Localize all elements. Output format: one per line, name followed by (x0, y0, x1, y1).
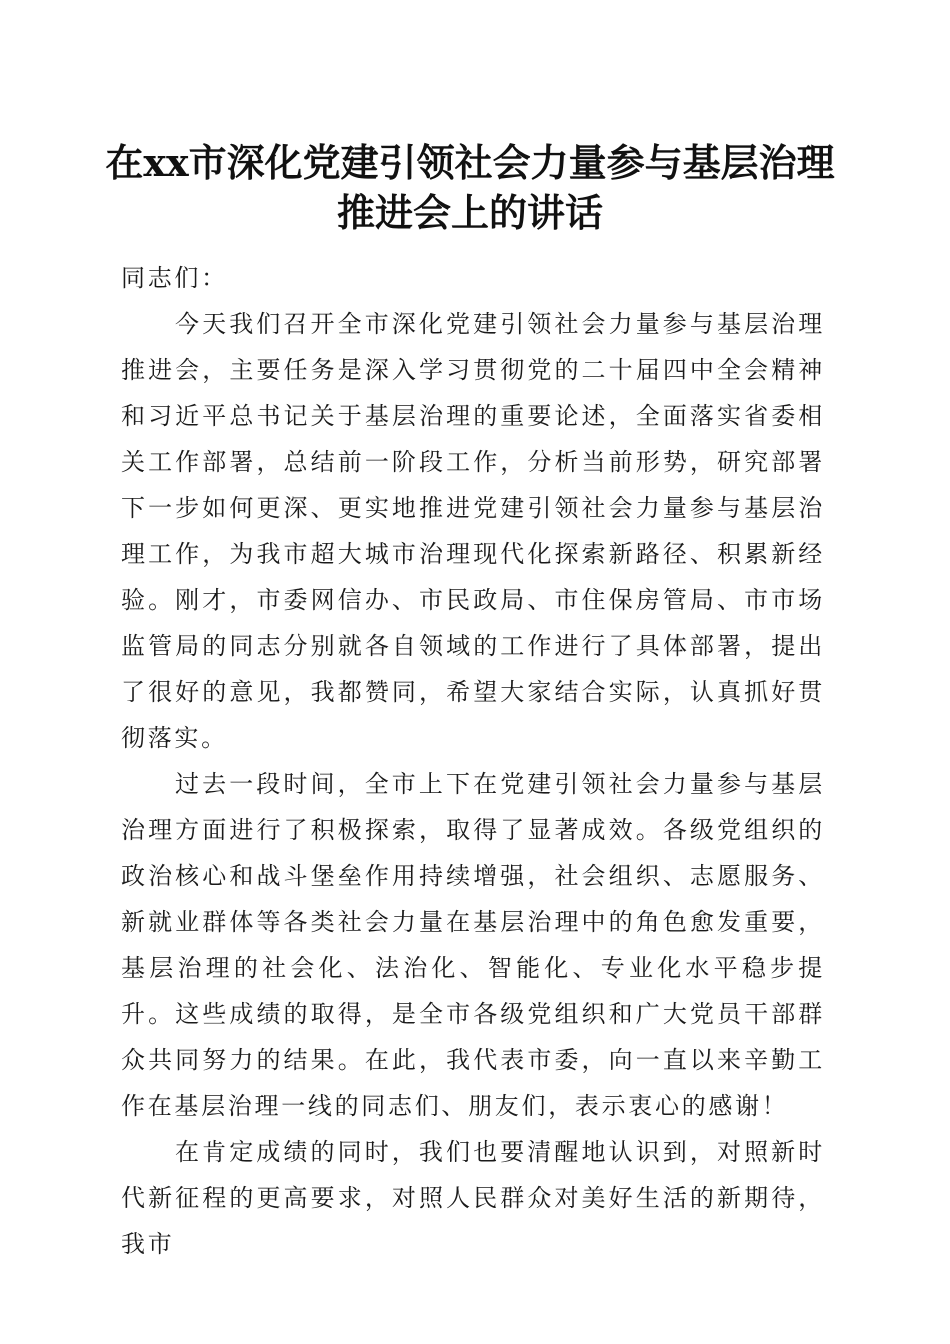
document-title (100, 138, 840, 238)
document-body (121, 255, 825, 1267)
title-line-1: 在xx市深化党建引领社会力量参与基层治理 (105, 140, 835, 185)
salutation: 同志们： (121, 264, 228, 292)
title-line-2: 推进会上的讲话 (336, 190, 603, 235)
paragraph-2: 过去一段时间，全市上下在党建引领社会力量参与基层治理方面进行了积极探索，取得了显著成效。各级党组织的政治核心和战斗堡垒作用持续增强，社会组织、志愿服务、新就业群体等各类社会力量在基层治理中的角色愈发重要，基层治理的社会化、法治化、智能化、专业化水平稳步提升。这些成绩的取得，是全市各级党组织和广大党员干部群众共同努力的结果。在此，我代表市委，向一直以来辛勤工作在基层治理一线的同志们、朋友们，表示衷心的感谢！ (121, 770, 825, 1120)
paragraph-1: 今天我们召开全市深化党建引领社会力量参与基层治理推进会，主要任务是深入学习贯彻党的二十届四中全会精神和习近平总书记关于基层治理的重要论述，全面落实省委相关工作部署，总结前一阶段工作，分析当前形势，研究部署下一步如何更深、更实地推进党建引领社会力量参与基层治理工作，为我市超大城市治理现代化探索新路径、积累新经验。刚才，市委网信办、市民政局、市住保房管局、市市场监管局的同志分别就各自领域的工作进行了具体部署，提出了很好的意见，我都赞同，希望大家结合实际，认真抓好贯彻落实。 (121, 310, 825, 752)
paragraph-3: 在肯定成绩的同时，我们也要清醒地认识到，对照新时代新征程的更高要求，对照人民群众对美好生活的新期待，我市 (121, 1138, 825, 1258)
